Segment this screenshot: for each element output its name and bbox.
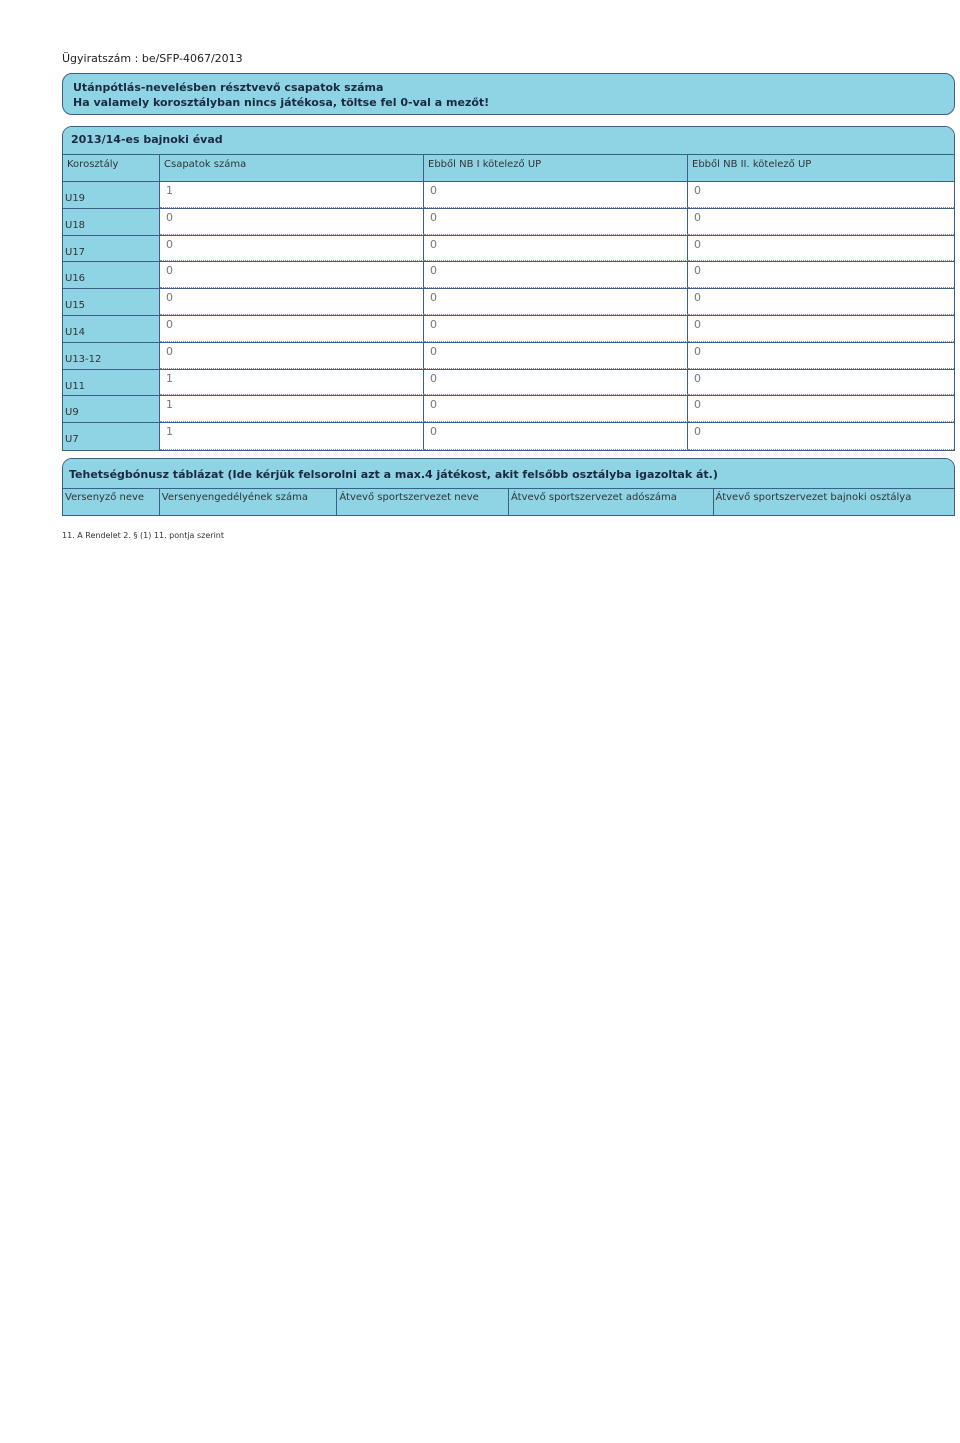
age-group-label: U11 [63,370,160,396]
season-header-row [63,155,954,182]
nb1-required-field[interactable]: 0 [424,182,688,208]
nb2-required-field[interactable]: 0 [688,423,954,450]
banner-title: Utánpótlás-nevelésben résztvevő csapatok száma [73,81,384,94]
header-license-number: Versenyengedélyének száma [160,489,338,516]
age-group-label: U19 [63,182,160,208]
talent-header-row [63,489,954,516]
age-group-label: U18 [63,209,160,235]
team-count-field[interactable]: 0 [160,343,424,369]
nb1-required-field[interactable]: 0 [424,370,688,396]
age-group-label: U9 [63,396,160,422]
nb2-required-field[interactable]: 0 [688,370,954,396]
nb2-required-field[interactable]: 0 [688,396,954,422]
age-group-label: U15 [63,289,160,315]
nb2-required-field[interactable]: 0 [688,343,954,369]
nb2-required-field[interactable]: 0 [688,236,954,262]
table-row [63,289,954,316]
nb1-required-field[interactable]: 0 [424,262,688,288]
nb1-required-field[interactable]: 0 [424,209,688,235]
reference-number: Ügyiratszám : be/SFP-4067/2013 [62,52,243,65]
nb1-required-field[interactable]: 0 [424,236,688,262]
age-group-label: U7 [63,423,160,450]
table-row [63,182,954,209]
table-row [63,316,954,343]
table-row [63,423,954,450]
team-count-field[interactable]: 1 [160,182,424,208]
team-count-field[interactable]: 0 [160,236,424,262]
team-count-field[interactable]: 1 [160,396,424,422]
talent-bonus-table [62,458,955,516]
age-group-label: U14 [63,316,160,342]
nb2-required-field[interactable]: 0 [688,262,954,288]
instruction-banner [62,73,955,115]
header-receiving-club-tax-number: Átvevő sportszervezet adószáma [509,489,714,516]
nb1-required-field[interactable]: 0 [424,316,688,342]
banner-instruction: Ha valamely korosztályban nincs játékosa, töltse fel 0-val a mezőt! [73,96,490,109]
age-group-label: U17 [63,236,160,262]
team-count-field[interactable]: 0 [160,262,424,288]
table-row [63,396,954,423]
age-group-label: U16 [63,262,160,288]
nb1-required-field[interactable]: 0 [424,423,688,450]
team-count-field[interactable]: 1 [160,370,424,396]
table-row [63,262,954,289]
nb2-required-field[interactable]: 0 [688,289,954,315]
talent-title: Tehetségbónusz táblázat (Ide kérjük felsorolni azt a max.4 játékost, akit felsőbb osztályba igazoltak át.) [63,459,954,489]
nb2-required-field[interactable]: 0 [688,316,954,342]
table-row [63,370,954,397]
nb1-required-field[interactable]: 0 [424,396,688,422]
nb1-required-field[interactable]: 0 [424,343,688,369]
header-team-count: Csapatok száma [160,155,424,181]
table-row [63,343,954,370]
header-receiving-club-division: Átvevő sportszervezet bajnoki osztálya [715,492,912,503]
header-age-group: Korosztály [63,155,160,181]
header-player-name: Versenyző neve [63,489,160,516]
footnote: 11. A Rendelet 2. § (1) 11. pontja szerint [62,531,225,540]
table-row [63,236,954,263]
team-count-field[interactable]: 0 [160,316,424,342]
age-group-label: U13-12 [63,343,160,369]
season-title: 2013/14-es bajnoki évad [63,127,954,155]
header-receiving-club-name: Átvevő sportszervezet neve [337,489,509,516]
team-count-field[interactable]: 0 [160,289,424,315]
team-count-field[interactable]: 0 [160,209,424,235]
nb2-required-field[interactable]: 0 [688,209,954,235]
header-nb2-required: Ebből NB II. kötelező UP [692,159,812,170]
team-count-field[interactable]: 1 [160,423,424,450]
nb2-required-field[interactable]: 0 [688,182,954,208]
nb1-required-field[interactable]: 0 [424,289,688,315]
season-table [62,126,955,451]
season-rows [63,182,954,450]
table-row [63,209,954,236]
header-nb1-required: Ebből NB I kötelező UP [424,155,688,181]
